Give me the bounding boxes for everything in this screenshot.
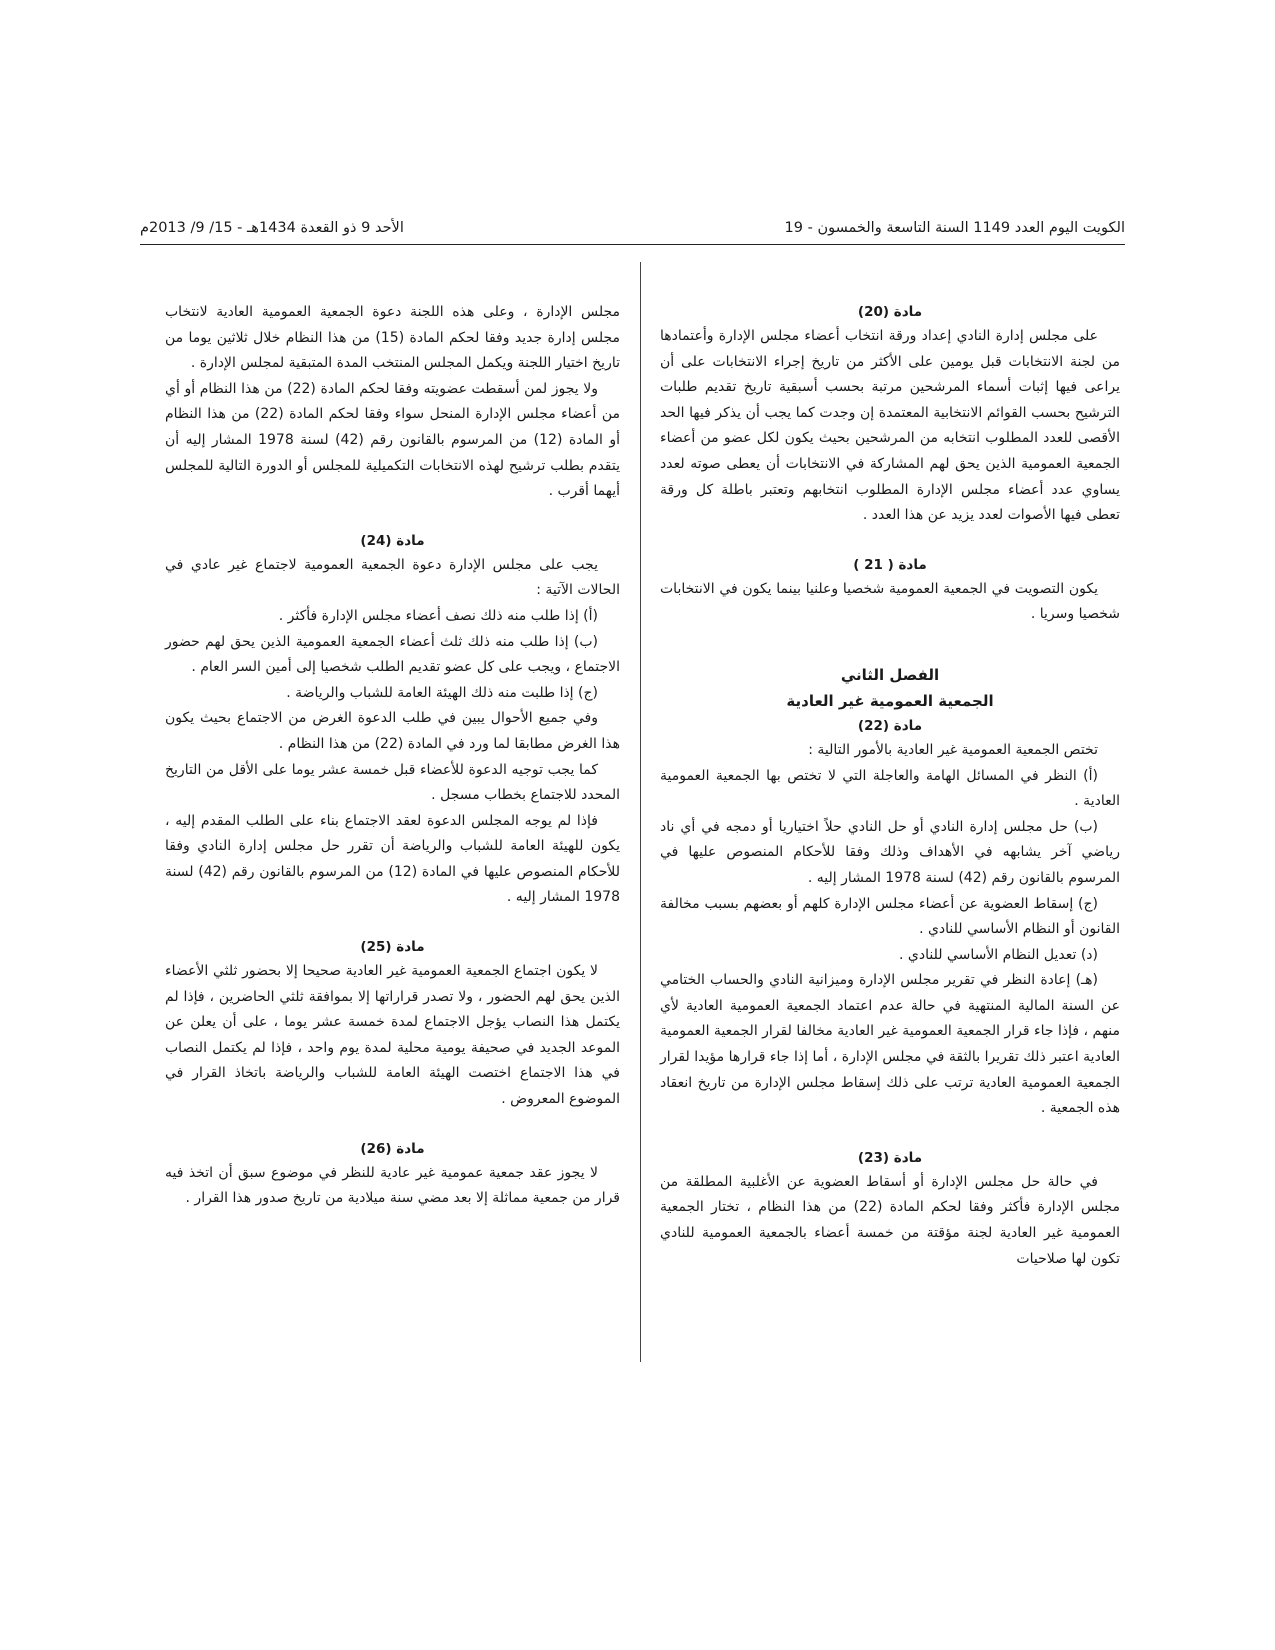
article-21-title: مادة ( 21 ): [853, 556, 927, 573]
chapter-title: الفصل الثاني: [840, 665, 940, 684]
column-divider: [640, 262, 641, 1362]
article-21-text: يكون التصويت في الجمعية العمومية شخصيا وعلنيا بينما يكون في الانتخابات شخصيا وسريا .: [660, 580, 1120, 623]
article-23-text: في حالة حل مجلس الإدارة أو أسقاط العضوية عن الأغلبية المطلقة من مجلس الإدارة فأكثر وفقا لحكم المادة (22) من هذا النظام ، تختار الجمعية العمومية غير العادية لجنة مؤقتة من خمسة أعضاء بالجمعية العمومية للنادي تكون لها صلاحيات: [660, 1173, 1120, 1267]
page-header: [140, 214, 1125, 245]
article-22-item-a: (أ) النظر في المسائل الهامة والعاجلة التي لا تختص بها الجمعية العمومية العادية .: [660, 767, 1120, 810]
header-gazette-info: الكويت اليوم العدد 1149 السنة التاسعة والخمسون - 19: [784, 220, 1125, 236]
right-column: [660, 300, 1120, 1272]
article-23-continuation-2: ولا يجوز لمن أسقطت عضويته وفقا لحكم المادة (22) من هذا النظام أو أي من أعضاء مجلس الإدارة المنحل سواء وفقا لحكم المادة (22) من هذا النظام أو المادة (12) من المرسوم بالقانون رقم (42) لسنة 1978 المشار إليه أن يتقدم بطلب ترشيح لهذه الانتخابات التكميلية للمجلس أو الدورة التالية للمجلس أيهما أقرب .: [165, 380, 620, 500]
article-20-text: على مجلس إدارة النادي إعداد ورقة انتخاب أعضاء مجلس الإدارة وأعتمادها من لجنة الانتخابات قبل يومين على الأكثر من تاريخ إجراء الانتخابات على أن يراعى فيها إثبات أسماء المرشحين مرتبة بحسب أسبقية تاريخ تقديم طلبات الترشيح بحسب القوائم الانتخابية المعتمدة إن وجدت كما يجب أن يذكر فيها الحد الأقصى للعدد المطلوب انتخابه من المرشحين بحيث يكون لكل عضو من أعضاء الجمعية العمومية الذين يحق لهم المشاركة في الانتخابات أن يعطى صوته لعدد يساوي عدد أعضاء مجلس الإدارة المطلوب انتخابهم وتعتبر باطلة كل ورقة تعطى فيها الأصوات لعدد يزيد عن هذا العدد .: [660, 328, 1120, 524]
article-24-para-2: كما يجب توجيه الدعوة للأعضاء قبل خمسة عشر يوما على الأقل من التاريخ المحدد للاجتماع بخطاب مسجل .: [165, 761, 620, 804]
article-23-title: مادة (23): [857, 1149, 923, 1166]
article-26-text: لا يجوز عقد جمعية عمومية غير عادية للنظر في موضوع سبق أن اتخذ فيه قرار من جمعية مماثلة إلا بعد مضي سنة ميلادية من تاريخ صدور هذا القرار .: [165, 1164, 620, 1207]
article-24-para-3: فإذا لم يوجه المجلس الدعوة لعقد الاجتماع بناء على الطلب المقدم إليه ، يكون للهيئة العامة للشباب والرياضة أن تقرر حل مجلس إدارة النادي وفقا للأحكام المنصوص عليها في المادة (12) من المرسوم بالقانون رقم (42) لسنة 1978 المشار إليه .: [165, 812, 620, 906]
article-23-continuation: مجلس الإدارة ، وعلى هذه اللجنة دعوة الجمعية العمومية العادية لانتخاب مجلس إدارة جديد وفقا لحكم المادة (15) من هذا النظام خلال ثلاثين يوما من تاريخ اختيار اللجنة ويكمل المجلس المنتخب المدة المتبقية لمجلس الإدارة .: [165, 304, 620, 372]
article-22-item-d: (د) تعديل النظام الأساسي للنادي .: [898, 946, 1098, 963]
article-24-item-a: (أ) إذا طلب منه ذلك نصف أعضاء مجلس الإدارة فأكثر .: [278, 607, 598, 624]
article-25-title: مادة (25): [360, 939, 425, 956]
article-24-para-1: وفي جميع الأحوال يبين في طلب الدعوة الغرض من الاجتماع بحيث يكون هذا الغرض مطابقا لما ورد في المادة (22) من هذا النظام .: [165, 710, 620, 752]
article-22-item-e: (هـ) إعادة النظر في تقرير مجلس الإدارة وميزانية النادي والحساب الختامي عن السنة المالية المنتهية في حالة عدم اعتماد الجمعية العمومية العادية لأي منهم ، فإذا جاء قرار الجمعية العمومية غير العادية مخالفا لقرار الجمعية العمومية العادية اعتبر ذلك تقريرا بالثقة في مجلس الإدارة ، أما إذا جاء قرارها مؤيدا لقرار الجمعية العمومية العادية ترتب على ذلك إسقاط مجلس الإدارة من تاريخ انعقاد هذه الجمعية .: [660, 972, 1120, 1117]
article-22-item-b: (ب) حل مجلس إدارة النادي أو حل النادي حلاً اختياريا أو دمجه في أي ناد رياضي آخر يشابهه في الأهداف وذلك وفقا للأحكام المنصوص عليها في المرسوم بالقانون رقم (42) لسنة 1978 المشار إليه .: [660, 818, 1120, 886]
article-22-title: مادة (22): [857, 717, 923, 734]
article-20-title: مادة (20): [857, 304, 923, 320]
article-25-text: لا يكون اجتماع الجمعية العمومية غير العادية صحيحا إلا بحضور ثلثي الأعضاء الذين يحق لهم الحضور ، ولا تصدر قراراتها إلا بموافقة ثلثي الحاضرين ، فإذا لم يكتمل هذا النصاب يؤجل الاجتماع لمدة خمسة عشر يوما ، على أن يعلن عن الموعد الجديد في صحيفة يومية محلية لمدة يوم واحد ، فإذا لم يكتمل النصاب في هذا الاجتماع اختصت الهيئة العامة للشباب والرياضة باتخاذ القرار في الموضوع المعروض .: [165, 963, 620, 1108]
article-26-title: مادة (26): [360, 1140, 425, 1157]
article-24-item-b: (ب) إذا طلب منه ذلك ثلث أعضاء الجمعية العمومية الذين يحق لهم حضور الاجتماع ، ويجب على كل عضو تقديم الطلب شخصيا إلى أمين السر العام .: [165, 633, 620, 676]
chapter-subtitle: الجمعية العمومية غير العادية: [786, 691, 994, 710]
article-24-title: مادة (24): [360, 532, 425, 549]
article-24-item-c: (ج) إذا طلبت منه ذلك الهيئة العامة للشباب والرياضة .: [286, 684, 598, 701]
article-22-item-c: (ج) إسقاط العضوية عن أعضاء مجلس الإدارة كلهم أو بعضهم بسبب مخالفة القانون أو النظام الأساسي للنادي .: [660, 895, 1120, 938]
article-24-intro: يجب على مجلس الإدارة دعوة الجمعية العمومية لاجتماع غير عادي في الحالات الآتية :: [165, 556, 620, 599]
left-column: [165, 300, 620, 1212]
article-22-intro: تختص الجمعية العمومية غير العادية بالأمور التالية :: [808, 741, 1098, 758]
header-date: الأحد 9 ذو القعدة 1434هـ - 15/ 9/ 2013م: [140, 220, 404, 236]
